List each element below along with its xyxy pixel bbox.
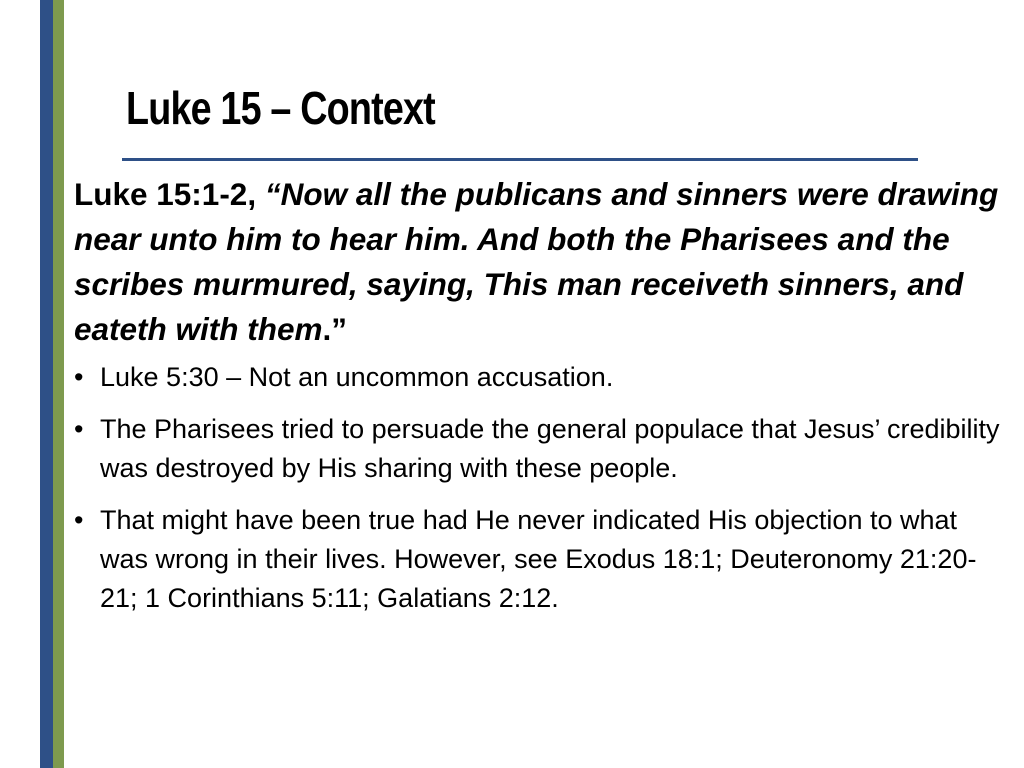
title-underline	[122, 158, 918, 161]
bullet-text: Luke 5:30 – Not an uncommon accusation.	[100, 362, 614, 392]
reference-separator: ,	[247, 176, 265, 212]
slide-title: Luke 15 – Context	[126, 82, 435, 134]
bullet-item	[74, 358, 1004, 397]
scripture-quote: “Now all the publicans and sinners were drawing near unto him to hear him. And both the Pharisees and the scribes murmured, saying, This man receiveth sinners, and eateth with them	[74, 176, 999, 347]
bullet-icon: •	[74, 362, 84, 392]
bullet-icon: •	[74, 414, 84, 444]
bullet-text: The Pharisees tried to persuade the general populace that Jesus’ credibility was destroyed by His sharing with these people.	[100, 414, 1000, 483]
bullet-text: That might have been true had He never indicated His objection to what was wrong in their lives. However, see Exodus 18:1; Deuteronomy 21:20-21; 1 Corinthians 5:11; Galatians 2:12.	[100, 505, 977, 613]
scripture-quote-closing: .”	[322, 311, 348, 347]
left-accent-bar-blue	[40, 0, 53, 768]
bullet-icon: •	[74, 505, 84, 535]
bullet-item	[74, 501, 1004, 618]
scripture-passage	[74, 172, 1004, 352]
bullet-list	[74, 358, 1004, 618]
scripture-reference: Luke 15:1-2	[74, 176, 248, 212]
bullet-item	[74, 410, 1004, 488]
slide-body	[74, 172, 1004, 631]
left-accent-bar-green	[53, 0, 64, 768]
